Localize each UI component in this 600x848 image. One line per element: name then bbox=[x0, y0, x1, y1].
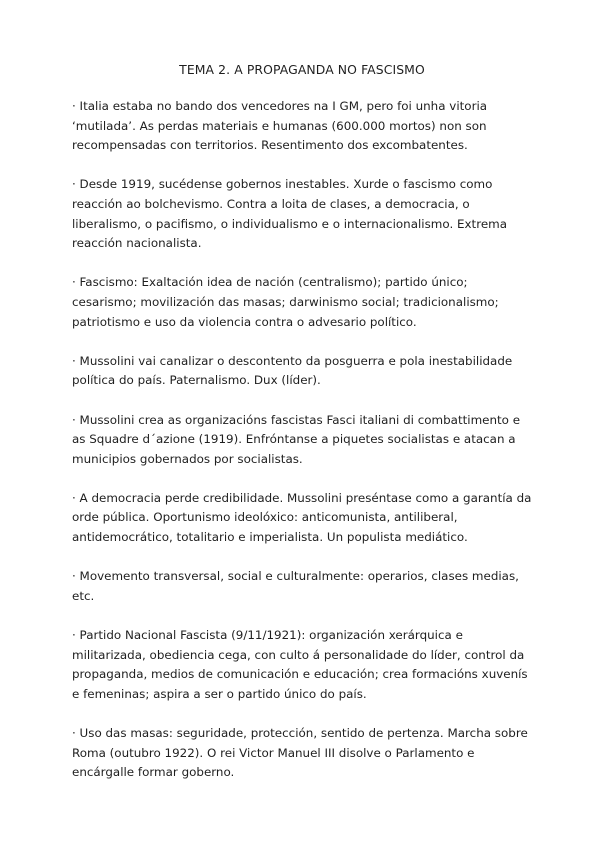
paragraph: · Italia estaba no bando dos vencedores na I GM, pero foi unha vitoria ‘mutilada’. As perdas materiais e humanas (600.000 mortos) non son recompensadas con territorios. Resentimento dos excombatentes. bbox=[72, 99, 488, 153]
paragraph: · Mussolini crea as organizacións fascistas Fasci italiani di combattimento e as Squadre d´azione (1919). Enfróntanse a piquetes socialistas e atacan a municipios gobernados por socialistas. bbox=[72, 412, 521, 466]
paragraph: · Fascismo: Exaltación idea de nación (centralismo); partido único; cesarismo; movilización das masas; darwinismo social; tradicionalismo; patriotismo e uso da violencia contra o advesario político. bbox=[72, 275, 499, 329]
paragraph: · Mussolini vai canalizar o descontento da posguerra e pola inestabilidade política do país. Paternalismo. Dux (líder). bbox=[72, 353, 513, 388]
paragraph: · Desde 1919, sucédense gobernos inestables. Xurde o fascismo como reacción ao bolchevismo. Contra a loita de clases, a democracia, o liberalismo, o pacifismo, o individualismo e o internacionalismo. Extrema reacción nacionalista. bbox=[72, 177, 508, 251]
paragraph: · Partido Nacional Fascista (9/11/1921): organización xerárquica e militarizada, obediencia cega, con culto á personalidade do líder, control da propaganda, medios de comunicación e educación; crea formacións xuvenís e femeninas; aspira a ser o partido único do país. bbox=[72, 628, 528, 701]
document-title: TEMA 2. A PROPAGANDA NO FASCISMO bbox=[179, 62, 425, 77]
paragraph: · Movemento transversal, social e culturalmente: operarios, clases medias, etc. bbox=[72, 569, 519, 603]
paragraph: · A democracia perde credibilidade. Mussolini preséntase como a garantía da orde pública. Oportunismo ideolóxico: anticomunista, antiliberal, antidemocrático, totalitario e imperialista. Un populista mediático. bbox=[72, 490, 532, 545]
paragraph: · Uso das masas: seguridade, protección, sentido de pertenza. Marcha sobre Roma (outubro 1922). O rei Victor Manuel III disolve o Parlamento e encárgalle formar goberno. bbox=[72, 726, 528, 780]
